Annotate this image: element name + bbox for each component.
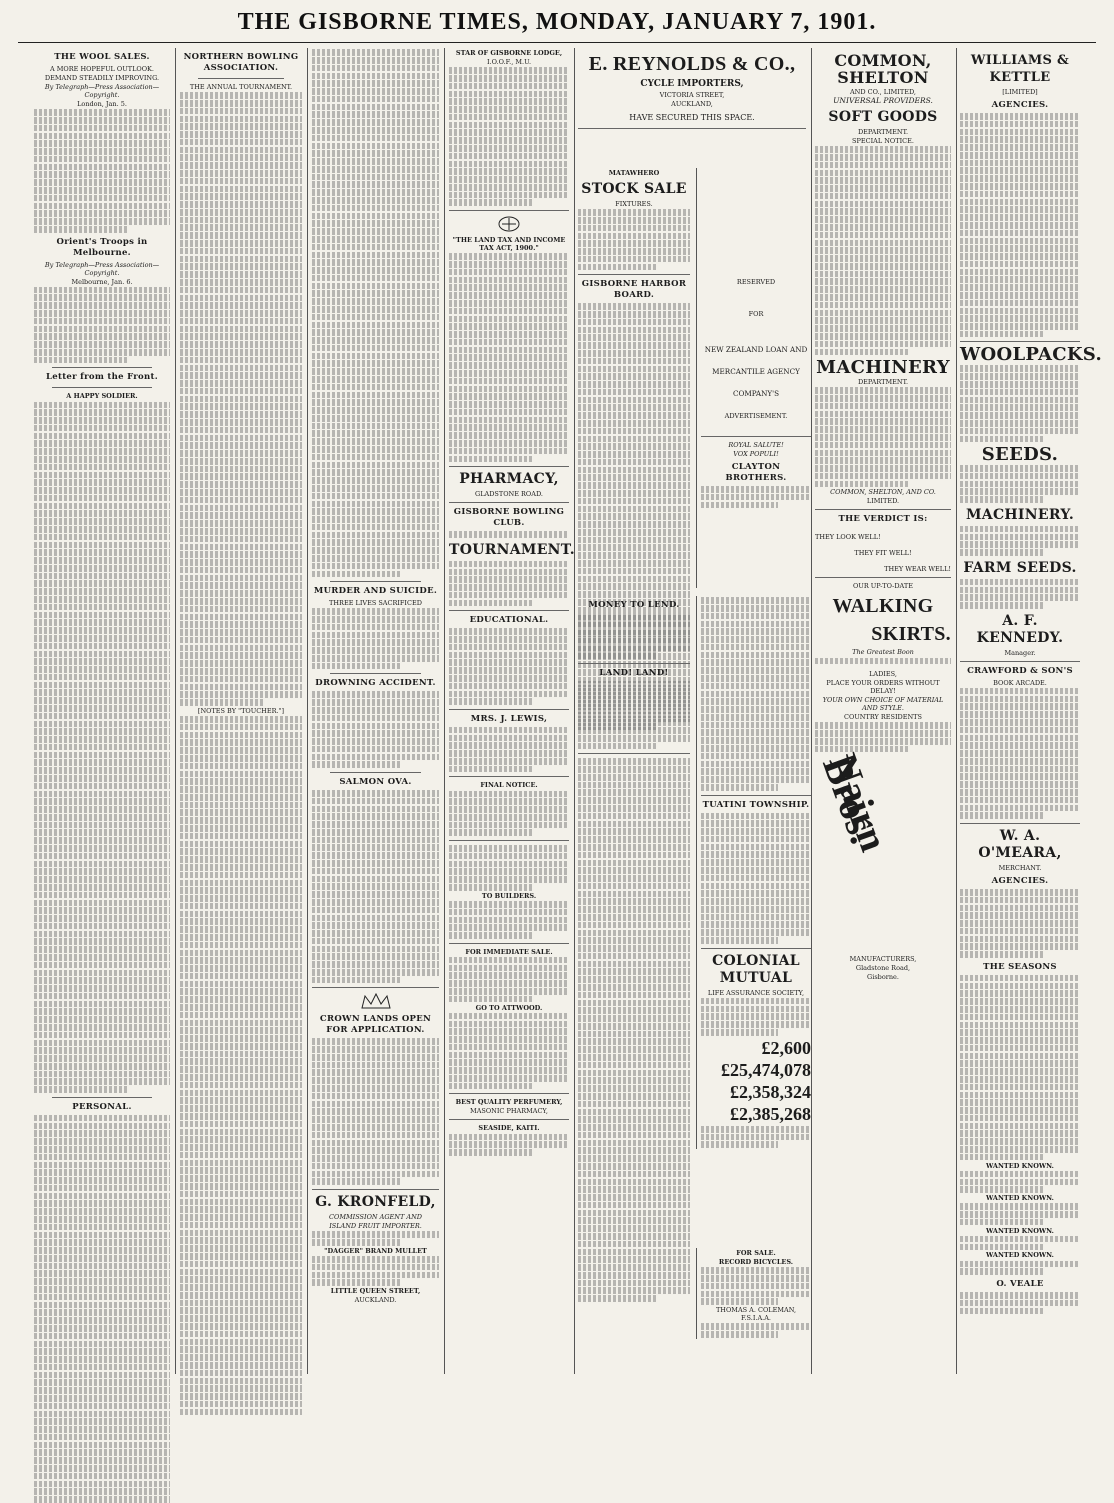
- stock-sale-title: STOCK SALE: [581, 181, 687, 197]
- wool-sub-1: A MORE HOPEFUL OUTLOOK.: [50, 65, 154, 73]
- reserved-label: RESERVED: [736, 278, 776, 286]
- money-title: MONEY TO LEND.: [588, 600, 680, 610]
- reynolds-title: E. REYNOLDS & CO.,: [588, 53, 796, 75]
- crown-lands-body: [312, 1038, 439, 1185]
- pharmacy-location: GLADSTONE ROAD.: [475, 490, 543, 499]
- fixtures-title: FIXTURES.: [615, 200, 653, 208]
- crown-emblem-icon: [359, 992, 393, 1010]
- look-well: THEY LOOK WELL!: [815, 533, 881, 542]
- column-2: [180, 48, 308, 1374]
- walking-title: WALKING: [832, 595, 934, 618]
- land-title: LAND! LAND!: [599, 667, 669, 678]
- veale-title: O. VEALE: [996, 1278, 1044, 1289]
- own-choice: YOUR OWN CHOICE OF MATERIAL AND STYLE.: [822, 696, 944, 713]
- mrs-lewis-title: MRS. J. LEWIS,: [470, 713, 548, 724]
- seeds-title: SEEDS.: [981, 444, 1059, 466]
- letter-sub: A HAPPY SOLDIER.: [66, 392, 138, 401]
- mrs-lewis-body: [449, 727, 569, 773]
- dagger-brand: "DAGGER" BRAND MULLET: [324, 1246, 427, 1255]
- murder-sub: THREE LIVES SACRIFICED: [329, 599, 422, 608]
- limited-label: LIMITED.: [866, 497, 900, 506]
- masonic-pharmacy: MASONIC PHARMACY,: [470, 1107, 548, 1116]
- reynolds-auckland: AUCKLAND,: [671, 100, 713, 108]
- omeara-merchant: MERCHANT.: [998, 863, 1042, 872]
- uc-box: [696, 596, 811, 1149]
- woolpacks-title: WOOLPACKS.: [960, 344, 1103, 366]
- advertisement: ADVERTISEMENT.: [724, 412, 788, 420]
- lodge-sub: I.O.O.F., M.U.: [486, 58, 532, 66]
- machinery-title-2: MACHINERY.: [965, 506, 1074, 523]
- greatest-boon: The Greatest Boon: [852, 648, 914, 657]
- troops-byline: By Telegraph—Press Association—Copyright.: [44, 260, 160, 277]
- special-notice: SPECIAL NOTICE.: [852, 137, 914, 145]
- immediate-sale-title: FOR IMMEDIATE SALE.: [465, 947, 553, 956]
- wool-title: THE WOOL SALES.: [54, 52, 150, 62]
- drowning-title: DROWNING ACCIDENT.: [315, 678, 436, 689]
- auckland-label: AUCKLAND.: [354, 1296, 397, 1305]
- lodge-body: [449, 67, 569, 206]
- thomas-coleman: THOMAS A. COLEMAN, F.S.I.A.A.: [715, 1306, 797, 1323]
- coat-of-arms-icon: [494, 215, 524, 233]
- life-assurance: LIFE ASSURANCE SOCIETY,: [707, 988, 805, 997]
- salmon-body: [312, 790, 439, 983]
- pharmacy-title: PHARMACY,: [459, 471, 559, 488]
- immediate-sale-body: [449, 957, 569, 1003]
- attwood-body: [449, 1013, 569, 1090]
- vox-populi: VOX POPULI!: [733, 450, 779, 458]
- nz-loan: NEW ZEALAND LOAN AND: [704, 345, 808, 354]
- company: COMPANY'S: [732, 389, 780, 398]
- price-3: £2,358,324: [730, 1081, 811, 1102]
- skirts-title: SKIRTS.: [871, 623, 951, 646]
- wanted-known-4: WANTED KNOWN.: [986, 1251, 1054, 1260]
- bowling-title: NORTHERN BOWLING ASSOCIATION.: [183, 52, 299, 73]
- bowling-sub: THE ANNUAL TOURNAMENT.: [189, 83, 293, 91]
- column-1: [34, 48, 176, 1374]
- agencies-title-2: AGENCIES.: [991, 875, 1049, 886]
- and-co: AND CO., LIMITED,: [849, 88, 916, 96]
- reserved-box: [696, 168, 811, 588]
- up-to-date: OUR UP-TO-DATE: [853, 582, 913, 591]
- seasons-title: THE SEASONS: [983, 961, 1057, 972]
- final-notice-title: FINAL NOTICE.: [480, 781, 538, 790]
- wool-body: [34, 109, 170, 232]
- dagger-body: [312, 1256, 439, 1286]
- price-4: £2,385,268: [730, 1103, 811, 1124]
- verdict-title: THE VERDICT IS:: [838, 514, 928, 525]
- book-arcade: BOOK ARCADE.: [993, 678, 1047, 687]
- notes-body: [180, 716, 302, 1415]
- kronfeld-body: [312, 1231, 439, 1245]
- ladies-label: LADIES,: [869, 670, 897, 679]
- kronfeld-line-2: ISLAND FRUIT IMPORTER.: [329, 1222, 422, 1230]
- wool-dateline: London, Jan. 5.: [77, 100, 127, 108]
- lodge-title: STAR OF GISBORNE LODGE,: [455, 49, 563, 57]
- rotated-brand: Nairn Bros.: [813, 747, 898, 857]
- bowling-body: [180, 92, 302, 706]
- common-shelton-2: COMMON, SHELTON, AND CO.: [830, 488, 936, 497]
- final-notice-body: [449, 791, 569, 837]
- kronfeld-line: COMMISSION AGENT AND: [329, 1213, 422, 1221]
- wool-sub-2: DEMAND STEADILY IMPROVING.: [44, 74, 160, 82]
- builders-body: [449, 901, 569, 939]
- wanted-known-1: WANTED KNOWN.: [986, 1161, 1054, 1170]
- column-7: [960, 48, 1103, 1374]
- land-tax-body: [449, 253, 569, 462]
- troops-title: Orient's Troops in Melbourne.: [56, 236, 148, 258]
- salmon-title: SALMON OVA.: [339, 777, 412, 787]
- masthead-rule: [18, 42, 1096, 43]
- troops-body: [34, 287, 170, 364]
- tournament-body: [449, 561, 569, 607]
- crawford-title: CRAWFORD & SON'S: [967, 665, 1073, 676]
- record-bicycles: RECORD BICYCLES.: [718, 1258, 794, 1266]
- have-secured: HAVE SECURED THIS SPACE.: [629, 113, 755, 122]
- machinery-title: MACHINERY: [816, 357, 950, 379]
- common-shelton-title: COMMON, SHELTON: [834, 51, 932, 87]
- harbor-title: GISBORNE HARBOR BOARD.: [581, 279, 687, 301]
- victoria-street: VICTORIA STREET,: [659, 91, 725, 99]
- letter-body: [34, 402, 170, 1093]
- personal-title: PERSONAL.: [72, 1101, 132, 1112]
- place-orders: PLACE YOUR ORDERS WITHOUT DELAY!: [826, 679, 940, 696]
- clayton-title: CLAYTON BROTHERS.: [725, 462, 787, 483]
- country-residents: COUNTRY RESIDENTS: [844, 713, 922, 722]
- seaside-title: SEASIDE, KAITI.: [478, 1124, 540, 1133]
- tuatini-title: TUATINI TOWNSHIP.: [702, 799, 810, 810]
- williams-kettle-title: WILLIAMS & KETTLE: [970, 53, 1070, 85]
- gladstone-road: Gladstone Road,: [855, 963, 911, 972]
- gisborne-label: Gisborne.: [867, 972, 899, 981]
- for-label: FOR: [748, 310, 764, 318]
- drowning-body: [312, 691, 439, 768]
- troops-dateline: Melbourne, Jan. 6.: [71, 277, 133, 286]
- kennedy-manager: Manager.: [1004, 648, 1036, 657]
- personal-body: [34, 1115, 170, 1503]
- omeara-title: W. A. O'MEARA,: [978, 827, 1062, 861]
- farm-seeds-title: FARM SEEDS.: [963, 559, 1077, 576]
- wool-byline: By Telegraph—Press Association—Copyright.: [44, 83, 160, 99]
- builders-title: TO BUILDERS.: [481, 891, 537, 900]
- perfumery-title: BEST QUALITY PERFUMERY,: [455, 1098, 563, 1107]
- little-queen: LITTLE QUEEN STREET,: [330, 1287, 421, 1296]
- mercantile: MERCANTILE AGENCY: [712, 367, 800, 376]
- attwood-title: GO TO ATTWOOD.: [475, 1003, 543, 1012]
- notes-header: [NOTES BY "TOUCHER."]: [197, 706, 285, 715]
- fit-well: THEY FIT WELL!: [854, 549, 912, 558]
- educational-body: [449, 628, 569, 705]
- for-sale: FOR SALE.: [736, 1249, 776, 1257]
- murder-title: MURDER AND SUICIDE.: [313, 586, 438, 597]
- matawhero-title: MATAWHERO: [608, 169, 660, 177]
- manufacturers: MANUFACTURERS,: [849, 954, 917, 963]
- bicycle-box: [696, 1248, 811, 1339]
- kennedy-title: A. F. KENNEDY.: [976, 612, 1064, 646]
- soft-goods: SOFT GOODS: [828, 109, 938, 125]
- wear-well: THEY WEAR WELL!: [884, 565, 951, 574]
- wk-limited: [LIMITED]: [1002, 88, 1038, 96]
- educational-title: EDUCATIONAL.: [469, 615, 549, 626]
- column-3: [312, 48, 445, 1374]
- land-tax-title: "THE LAND TAX AND INCOME TAX ACT, 1900.": [452, 236, 566, 253]
- price-1: £2,600: [761, 1037, 811, 1058]
- agencies-title: AGENCIES.: [991, 100, 1049, 110]
- seaside-body: [449, 1134, 569, 1156]
- masonic-body: [449, 845, 569, 891]
- column-6: [815, 48, 957, 1374]
- masthead: THE GISBORNE TIMES, MONDAY, JANUARY 7, 1901.: [237, 9, 877, 35]
- crown-lands-title: CROWN LANDS OPEN FOR APPLICATION.: [319, 1014, 432, 1036]
- kronfeld-name: G. KRONFELD,: [315, 1194, 436, 1210]
- machinery-dept: DEPARTMENT.: [857, 378, 909, 387]
- universal-providers: UNIVERSAL PROVIDERS.: [833, 96, 933, 105]
- column-5: [578, 48, 812, 1374]
- tournament-title: TOURNAMENT.: [449, 541, 575, 558]
- cycle-importers: CYCLE IMPORTERS,: [640, 79, 744, 89]
- wanted-known-2: WANTED KNOWN.: [986, 1194, 1054, 1203]
- rotated-logo-area: [813, 747, 951, 954]
- royal-salute: ROYAL SALUTE!: [728, 441, 784, 449]
- colonial-title: COLONIAL MUTUAL: [712, 952, 800, 986]
- bowling-club-title: GISBORNE BOWLING CLUB.: [453, 507, 565, 529]
- col3-continued-body: [312, 49, 439, 577]
- price-2: £25,474,078: [721, 1059, 811, 1080]
- murder-body: [312, 608, 439, 669]
- left-lower: [578, 596, 690, 1303]
- column-4: [449, 48, 575, 1374]
- soft-goods-dept: DEPARTMENT.: [857, 128, 909, 136]
- wanted-known-3: WANTED KNOWN.: [986, 1226, 1054, 1235]
- letter-title: Letter from the Front.: [45, 372, 158, 383]
